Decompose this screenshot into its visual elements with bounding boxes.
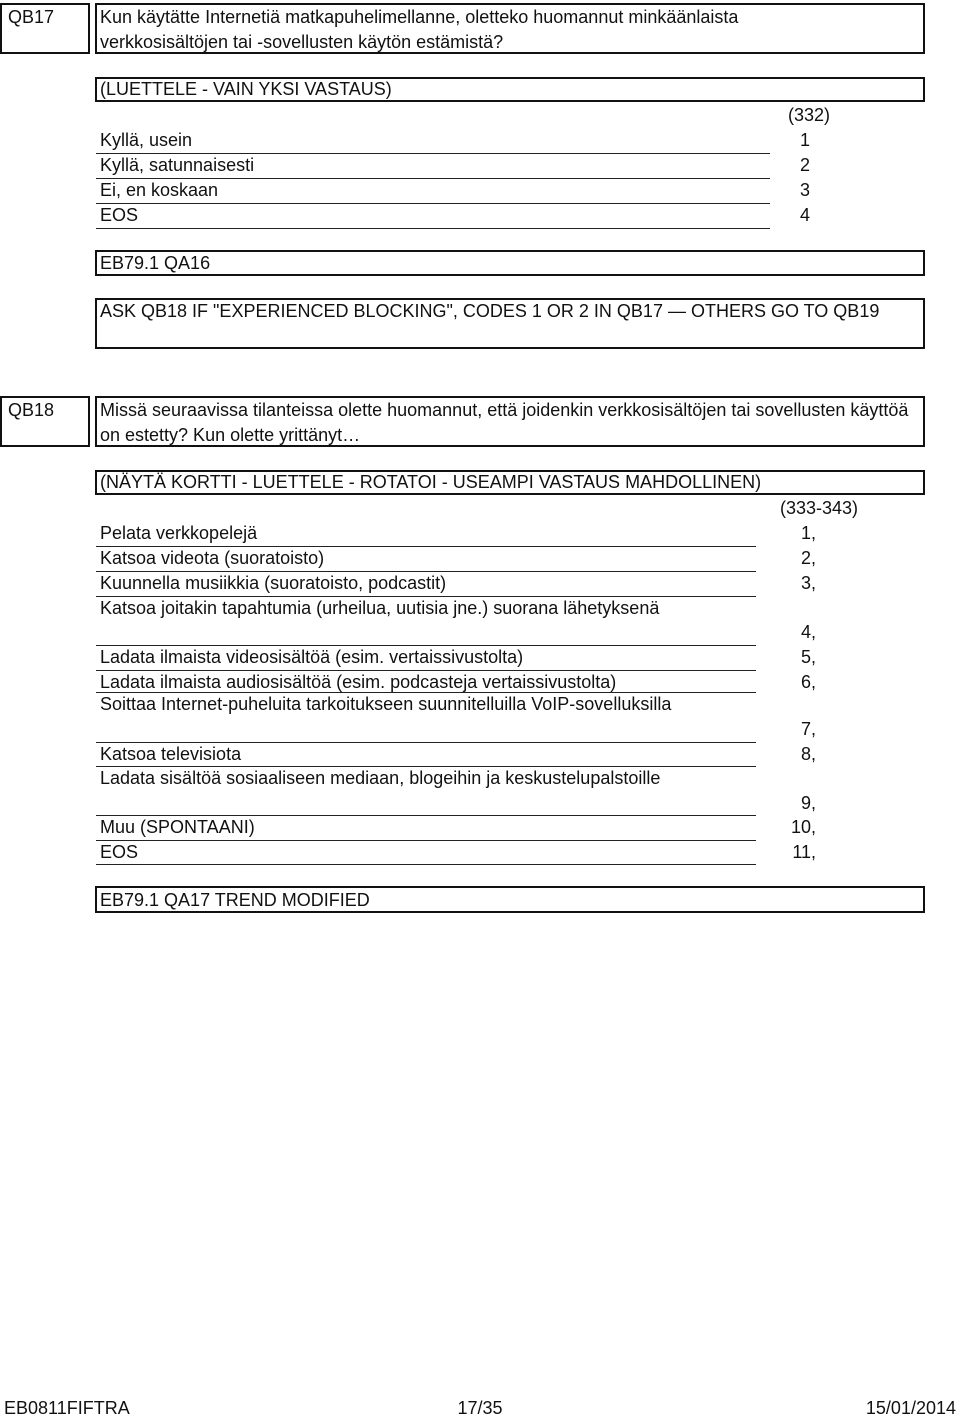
- qb18-options-divider: [96, 596, 756, 597]
- qb18-options-divider: [96, 645, 756, 646]
- qb18-options-divider: [96, 864, 756, 865]
- qb18-option-label: Kuunnella musiikkia (suoratoisto, podcastit): [100, 573, 447, 593]
- qb17-source: EB79.1 QA16: [100, 253, 211, 273]
- qb18-options-divider: [96, 670, 756, 671]
- qb18-option-code: 8,: [800, 744, 816, 764]
- qb17-question: Kun käytätte Internetiä matkapuhelimellanne, oletteko huomannut minkäänlaista verkkosisältöjen tai -sovellusten käytön estämistä?: [100, 7, 739, 52]
- routing-instruction: ASK QB18 IF "EXPERIENCED BLOCKING", CODES 1 OR 2 IN QB17 — OTHERS GO TO QB19: [100, 301, 880, 321]
- qb18-option-code: 6,: [800, 672, 816, 692]
- qb17-option-code: 2: [799, 155, 810, 175]
- qb18-option-code: 3,: [800, 573, 816, 593]
- qb18-option-label: EOS: [100, 842, 139, 862]
- qb18-options-divider: [96, 571, 756, 572]
- qb17-options-divider: [96, 228, 770, 229]
- qb17-instruction: (LUETTELE - VAIN YKSI VASTAUS): [100, 79, 392, 99]
- qb18-options-divider: [96, 546, 756, 547]
- qb17-option-label: Kyllä, usein: [100, 130, 193, 150]
- qb18-option-label: Ladata sisältöä sosiaaliseen mediaan, blogeihin ja keskustelupalstoille: [100, 768, 661, 788]
- qb17-option-label: Kyllä, satunnaisesti: [100, 155, 255, 175]
- qb18-options-divider: [96, 766, 756, 767]
- qb18-option-label: Muu (SPONTAANI): [100, 817, 255, 837]
- qb18-option-label: Katsoa televisiota: [100, 744, 242, 764]
- qb18-option-label: Pelata verkkopelejä: [100, 523, 258, 543]
- qb18-option-code: 11,: [792, 842, 816, 862]
- qb18-options-divider: [96, 742, 756, 743]
- qb17-column-code: (332): [787, 105, 830, 125]
- qb17-option-label: Ei, en koskaan: [100, 180, 219, 200]
- qb18-instruction: (NÄYTÄ KORTTI - LUETTELE - ROTATOI - USEAMPI VASTAUS MAHDOLLINEN): [100, 472, 762, 492]
- qb17-option-code: 4: [799, 205, 810, 225]
- qb17-option-label: EOS: [100, 205, 139, 225]
- qb17-id: QB17: [8, 7, 55, 27]
- qb17-options-divider: [96, 203, 770, 204]
- qb18-options-divider: [96, 840, 756, 841]
- qb18-option-code: 9,: [800, 793, 816, 813]
- qb18-option-code: 5,: [800, 647, 816, 667]
- qb18-option-label: Katsoa joitakin tapahtumia (urheilua, uutisia jne.) suorana lähetyksenä: [100, 598, 660, 618]
- qb18-option-code: 1,: [800, 523, 816, 543]
- qb18-option-code: 2,: [800, 548, 816, 568]
- footer-doc-id: EB0811FIFTRA: [4, 1398, 130, 1418]
- qb18-option-code: 4,: [800, 622, 816, 642]
- qb18-source: EB79.1 QA17 TREND MODIFIED: [100, 890, 370, 910]
- qb18-option-code: 7,: [800, 719, 816, 739]
- qb17-options-divider: [96, 153, 770, 154]
- qb18-options-divider: [96, 815, 756, 816]
- footer-date: 15/01/2014: [865, 1398, 956, 1418]
- qb18-option-label: Ladata ilmaista videosisältöä (esim. vertaissivustolta): [100, 647, 524, 667]
- qb17-source-box: [95, 250, 925, 276]
- qb17-options-divider: [96, 178, 770, 179]
- qb18-option-label: Katsoa videota (suoratoisto): [100, 548, 325, 568]
- qb18-column-code: (333-343): [779, 498, 858, 518]
- qb18-options-divider: [96, 692, 756, 693]
- qb17-option-code: 3: [799, 180, 810, 200]
- qb18-id: QB18: [8, 400, 55, 420]
- qb18-question: Missä seuraavissa tilanteissa olette huomannut, että joidenkin verkkosisältöjen tai sovellusten käyttöä on estetty? Kun olette yrittänyt…: [100, 400, 909, 445]
- qb17-option-code: 1: [799, 130, 810, 150]
- qb18-option-code: 10,: [790, 817, 816, 837]
- qb18-option-label: Soittaa Internet-puheluita tarkoitukseen suunnitelluilla VoIP-sovelluksilla: [100, 694, 672, 714]
- qb18-option-label: Ladata ilmaista audiosisältöä (esim. podcasteja vertaissivustolta): [100, 672, 617, 692]
- footer-page-number: 17/35: [457, 1398, 503, 1418]
